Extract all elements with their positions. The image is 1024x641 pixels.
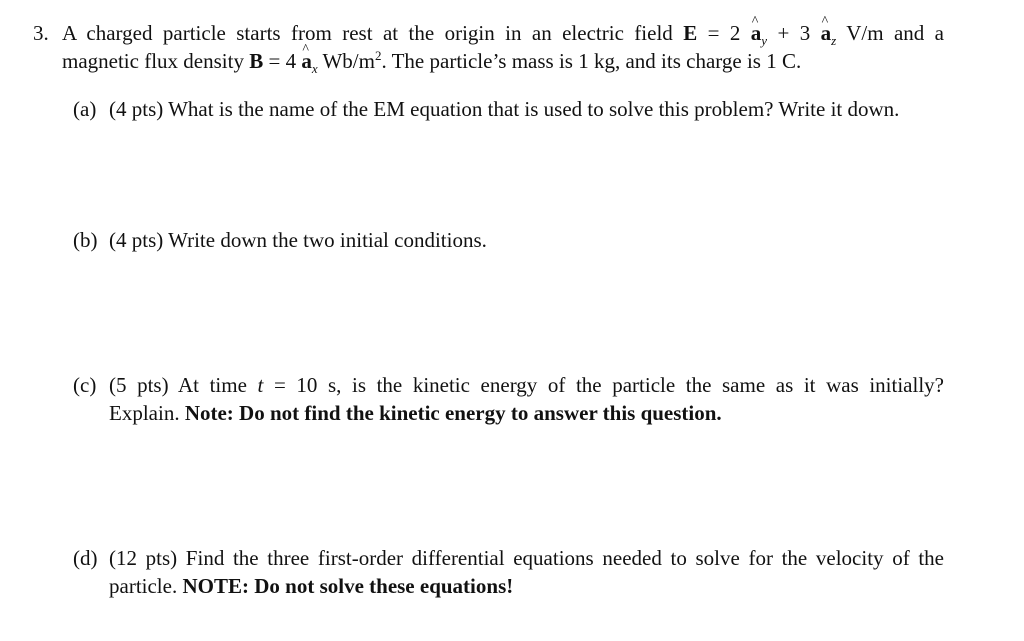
part-c-text: Explain. (109, 401, 185, 425)
unit-vector-x: ^ a (301, 47, 312, 75)
part-c-label: (c) (73, 373, 97, 397)
part-c-text-line-1 (109, 371, 944, 399)
part-c-text-line-2 (109, 399, 722, 427)
unit-vector-subscript: x (311, 61, 318, 76)
superscript: 2 (374, 48, 382, 63)
electric-field-symbol: E (683, 21, 698, 45)
part-d-text-line-1: (12 pts) Find the three first-order differential equations needed to solve for the velocity of the (109, 546, 944, 570)
part-a-label: (a) (73, 97, 97, 121)
part-d-text-line-2 (109, 572, 513, 600)
unit-vector-z: ^ a (821, 19, 832, 47)
problem-intro-line-2 (62, 47, 801, 78)
part-a-text: (4 pts) What is the name of the EM equation that is used to solve this problem? Write it down. (109, 97, 900, 121)
intro-text: A charged particle starts from rest at the origin in an electric field (62, 21, 684, 45)
intro-text: Wb/m (317, 49, 375, 73)
unit-vector-subscript: z (831, 33, 837, 48)
intro-text: + 3 (767, 21, 821, 45)
intro-text: magnetic flux density (62, 49, 250, 73)
unit-vector-y: ^ a (751, 19, 762, 47)
problem-number: 3. (33, 21, 49, 45)
problem-intro-line-1 (62, 19, 944, 50)
part-c-text: = 10 s, is the kinetic energy of the particle the same as it was initially? (263, 373, 944, 397)
part-d-label: (d) (73, 546, 98, 570)
time-variable: t (257, 373, 264, 397)
part-d-note: NOTE: Do not solve these equations! (182, 574, 514, 598)
part-d-text: particle. (109, 574, 183, 598)
intro-text: = 4 (263, 49, 302, 73)
part-c-note: Note: Do not find the kinetic energy to answer this question. (184, 401, 722, 425)
magnetic-flux-symbol: B (249, 49, 264, 73)
part-b-label: (b) (73, 228, 98, 252)
unit-vector-subscript: y (761, 33, 768, 48)
intro-text: . The particle’s mass is 1 kg, and its charge is 1 C. (381, 49, 802, 73)
intro-text: = 2 (697, 21, 751, 45)
part-c-text: (5 pts) At time (109, 373, 258, 397)
intro-text: V/m and a (836, 21, 944, 45)
part-b-text: (4 pts) Write down the two initial conditions. (109, 228, 487, 252)
